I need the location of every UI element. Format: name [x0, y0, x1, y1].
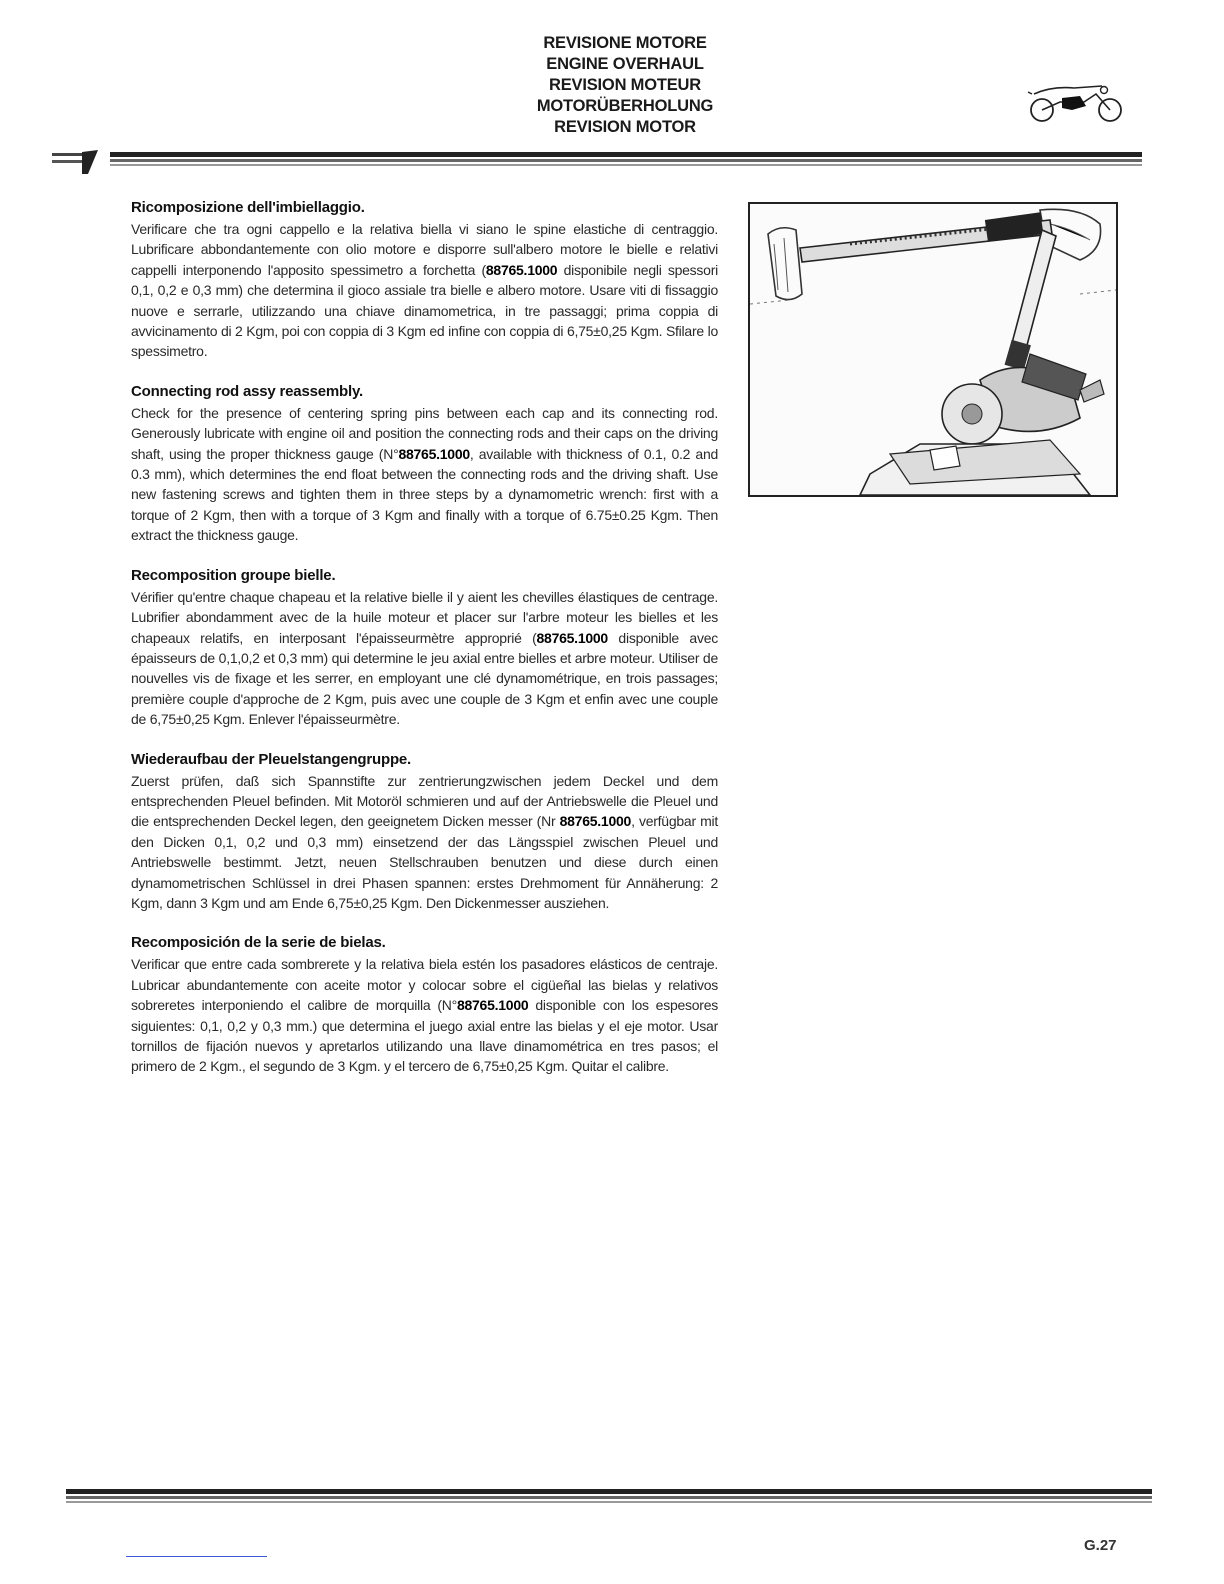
section-body: Verificare che tra ogni cappello e la relativa biella vi siano le spine elastiche di centraggio. Lubrificare abbondantemente con olio motore e disporre sull'albero motore le bielle e relativi cappelli interponendo l'apposito spessimetro a forchetta (88765.1000 disponibile negli spessori 0,1, 0,2 e 0,3 mm) che determina il gioco assiale tra bielle e albero motore. Usare viti di fissaggio nuove e serrarle, utilizzando una chiave dinamometrica, in tre passaggi; prima coppia di avvicinamento di 2 Kgm, poi con coppia di 3 Kgm ed infine con coppia di 6,75±0,25 Kgm. Sfilare lo spessimetro. — [131, 221, 718, 360]
footer-link-underline — [126, 1556, 267, 1557]
section-title: Ricomposizione dell'imbiellaggio. — [131, 199, 365, 216]
section-italian — [131, 198, 718, 362]
page-number: G.27 — [1084, 1537, 1117, 1554]
section-french — [131, 566, 718, 730]
section-english — [131, 382, 718, 546]
section-body: Verificar que entre cada sombrerete y la relativa biela estén los pasadores elásticos de centraje. Lubricar abundantemente con aceite motor y colocar sobre el cigüeñal las bielas y relativos sobreretes interponiendo el calibre de morquilla (N°88765.1000 disponible con los espesores siguientes: 0,1, 0,2 y 0,3 mm.) que determina el juego axial entre las bielas y el eje motor. Usar tornillos de fijación nuevos y apretarlos utilizando una llave dinamométrica en tres pasos; el primero de 2 Kgm., el segundo de 3 Kgm. y el tercero de 6,75±0,25 Kgm. Quitar el calibre. — [131, 956, 718, 1075]
page-header-titles — [500, 33, 750, 138]
tool-code: 88765.1000 — [485, 261, 558, 278]
torque-wrench-photo — [748, 202, 1118, 497]
tool-code: 88765.1000 — [398, 445, 470, 462]
header-title-en: ENGINE OVERHAUL — [546, 55, 704, 73]
instructions-column — [131, 198, 718, 1097]
header-title-it: REVISIONE MOTORE — [543, 34, 707, 52]
motorcycle-icon — [1022, 80, 1126, 128]
tool-code: 88765.1000 — [456, 997, 529, 1014]
section-german — [131, 750, 718, 914]
header-rule — [52, 150, 1142, 176]
section-title: Recomposición de la serie de bielas. — [131, 934, 386, 952]
section-body: Zuerst prüfen, daß sich Spannstifte zur zentrierungzwischen jedem Deckel und dem entsprechenden Pleuel befinden. Mit Motoröl schmieren und auf der Antriebswelle die Pleuel und die entsprechenden Deckel legen, den geeignetem Dicken messer (Nr 88765.1000, verfügbar mit den Dicken 0,1, 0,2 und 0,3 mm) einsetzend der das Längsspiel zwischen Pleuel und Antriebswelle bestimmt. Jetzt, neuen Stellschrauben benutzen und diese durch einen dynamometrischen Schlüssel in drei Phasen spannen: erstes Drehmoment für Annäherung: 2 Kgm, dann 3 Kgm und am Ende 6,75±0,25 Kgm. Den Dickenmesser ausziehen. — [131, 772, 719, 911]
header-title-de: MOTORÜBERHOLUNG — [536, 97, 714, 115]
footer-rule — [66, 1487, 1152, 1511]
section-spanish — [131, 933, 718, 1076]
tool-code: 88765.1000 — [536, 629, 608, 646]
section-title: Recomposition groupe bielle. — [131, 566, 336, 584]
section-title: Connecting rod assy reassembly. — [131, 382, 363, 400]
section-body: Vérifier qu'entre chaque chapeau et la relative bielle il y aient les chevilles élastiques de centrage. Lubrifier abondamment avec de la huile moteur et placer sur l'arbre moteur les bielles et les chapeaux relatifs, en interposant l'épaisseurmètre approprié (88765.1000 disponible avec épaisseurs de 0,1,0,2 et 0,3 mm) qui determine le jeu axial entre bielles et arbre moteur. Utiliser de nouvelles vis de fixage et les serrer, en employant une clé dynamométrique, en trois passages; première couple d'approche de 2 Kgm, puis avec une couple de 3 Kgm et enfin avec une couple de 6,75±0,25 Kgm. Enlever l'épaisseurmètre. — [131, 588, 718, 728]
header-title-es: REVISION MOTOR — [554, 118, 696, 136]
section-body: Check for the presence of centering spring pins between each cap and its connecting rod. Generously lubricate with engine oil and position the connecting rods and their caps on the driving shaft, using the proper thickness gauge (N°88765.1000, available with thickness of 0.1, 0.2 and 0.3 mm), which determines the end float between the connecting rods and the driving shaft. Use new fastening screws and tighten them in three steps by a dynamometric wrench: first with a torque of 2 Kgm, then with a torque of 3 Kgm and finally with a torque of 6.75±0.25 Kgm. Then extract the thickness gauge. — [131, 404, 719, 544]
tool-code: 88765.1000 — [559, 813, 632, 830]
section-title: Wiederaufbau der Pleuelstangengruppe. — [131, 750, 412, 768]
torque-wrench-on-connecting-rod-photo — [750, 204, 1116, 495]
header-title-fr: REVISION MOTEUR — [549, 76, 701, 94]
